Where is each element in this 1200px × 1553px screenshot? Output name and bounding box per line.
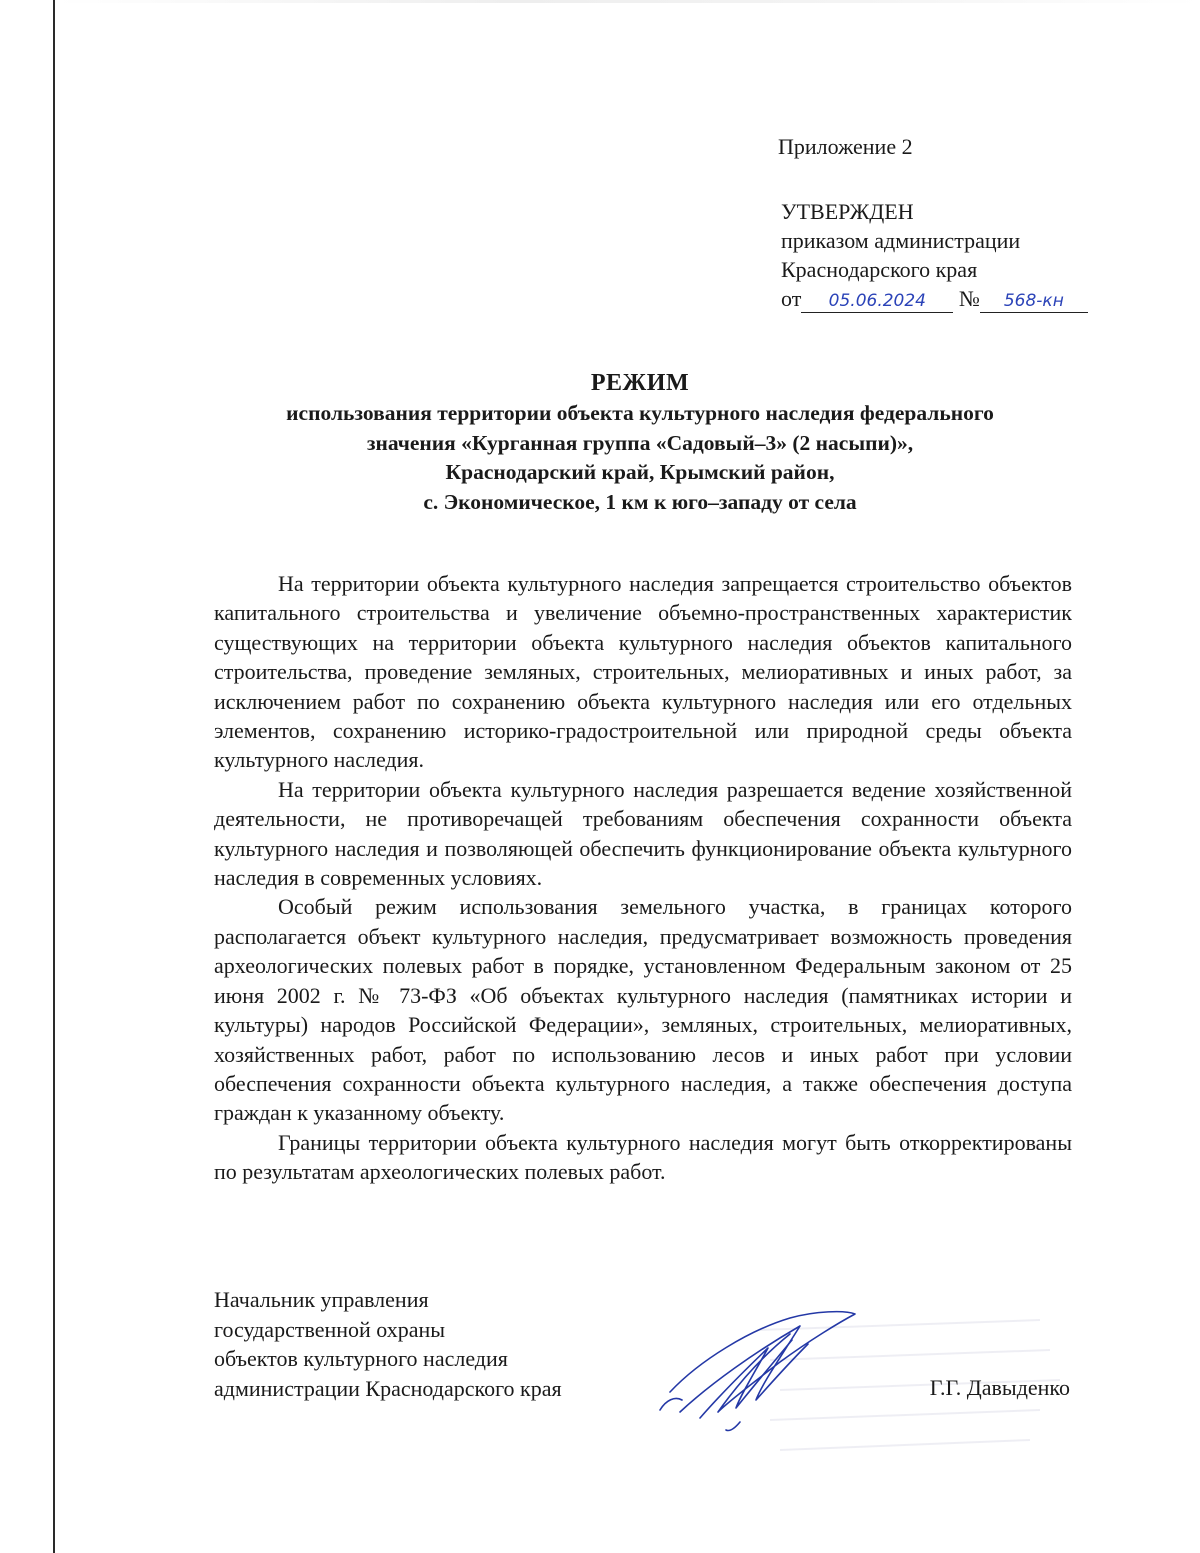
signatory-line-3: объектов культурного наследия [214, 1346, 508, 1371]
signatory-line-2: государственной охраны [214, 1316, 446, 1342]
signatory-line-1: Начальник управления [214, 1287, 429, 1312]
document-title [190, 367, 1090, 517]
title-line-2: значения «Курганная группа «Садовый–3» (2 насыпи)», [366, 430, 914, 455]
from-label: от [781, 286, 802, 311]
paragraph-1: На территории объекта культурного наследия запрещается строительство объектов капитального строительства и увеличение объемно-пространственных характеристик существующих на территории объекта культурного наследия объектов капитального строительства, проведение земляных, строительных, мелиоративных и иных работ, за исключением работ по сохранению объекта культурного наследия или его отдельных элементов, сохранению историко-градостроительной или природной среды объекта культурного наследия. [214, 571, 1072, 773]
paragraph-4: Границы территории объекта культурного наследия могут быть откорректированы по результатам археологических полевых работ. [214, 1129, 1072, 1185]
paragraph-2: На территории объекта культурного наследия разрешается ведение хозяйственной деятельности, не противоречащей требованиям обеспечения сохранности объекта культурного наследия и позволяющей обеспечить функционирование объекта культурного наследия в современных условиях. [214, 776, 1072, 891]
title-line-3: Краснодарский край, Крымский район, [445, 460, 835, 484]
order-number: 568-кн [980, 290, 1088, 313]
signatory-position [214, 1285, 654, 1403]
appendix-label: Приложение 2 [778, 134, 913, 159]
title-line-1: использования территории объекта культурного наследия федерального [286, 401, 994, 425]
approval-block [781, 197, 1101, 313]
signatory-line-4: администрации Краснодарского края [214, 1375, 562, 1401]
approval-line-1: приказом администрации [781, 228, 1021, 253]
approval-heading: УТВЕРЖДЕН [781, 199, 914, 224]
scan-top-shadow [56, 0, 1200, 3]
number-label: № [958, 286, 980, 311]
paragraph-3: Особый режим использования земельного участка, в границах которого располагается объект культурного наследия, предусматривает возможность проведения археологических полевых работ в порядке, установленном Федеральным законом от 25 июня 2002 г. № 73-ФЗ «Об объектах культурного наследия (памятниках истории и культуры) народов Российской Федерации», земляных, строительных, мелиоративных, хозяйственных работ, работ по использованию лесов и иных работ при условии обеспечения сохранности объекта культурного наследия, а также обеспечения доступа граждан к указанному объекту. [214, 894, 1072, 1126]
approval-line-2: Краснодарского края [781, 257, 978, 282]
title-main: РЕЖИМ [590, 370, 690, 396]
title-line-4: с. Экономическое, 1 км к юго–западу от села [423, 489, 857, 514]
scan-border [53, 0, 55, 1553]
approval-order-line [781, 284, 1101, 313]
signer-name: Г.Г. Давыденко [929, 1375, 1070, 1400]
handwritten-signature [640, 1300, 880, 1440]
document-body [214, 569, 1072, 1187]
order-date: 05.06.2024 [801, 290, 953, 313]
